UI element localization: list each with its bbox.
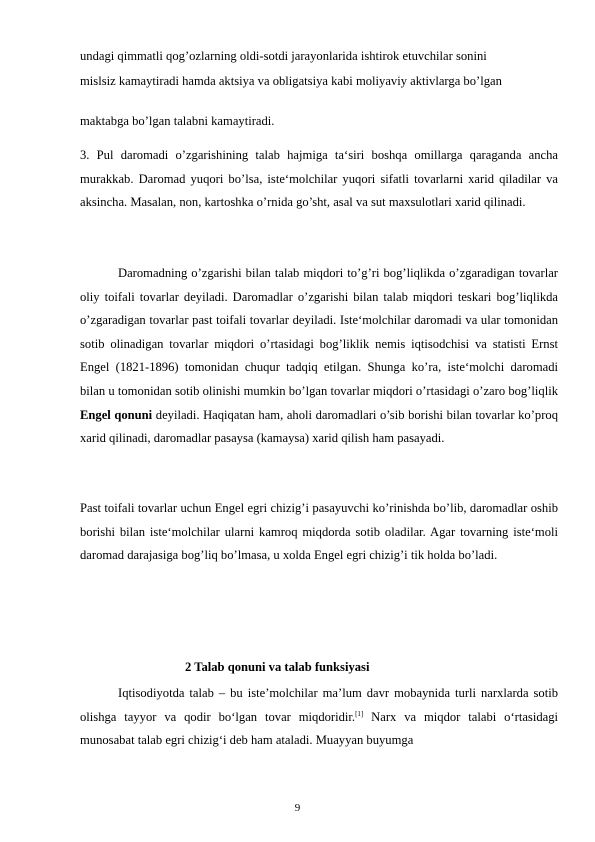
- section-heading: 2 Talab qonuni va talab funksiyasi: [185, 660, 370, 674]
- engel-text-before: Daromadning o’zgarishi bilan talab miqdori to’g’ri bog’liqlikda o’zgaradigan tovarlar oliy toifali tovarlar deyiladi. Daromadlar o’zgarishi bilan talab miqdori teskari bog’liqlikda o’zgaradigan tovarlar past toifali tovarlar deyiladi. Iste‘molchilar daromadi va ular tomonidan sotib olinadigan tovarlar miqdori o’rtasidagi bog’liklik nemis iqtisodchisi va statisti Ernst Engel (1821-1896) tomonidan chuqur tadqiq etilgan. Shunga ko’ra, iste‘molchi daromadi bilan u tomonidan sotib olinishi mumkin bo’lgan tovarlar miqdori o’rtasidagi o’zaro bog’liqlik: [80, 266, 558, 398]
- page-number: 9: [294, 802, 301, 814]
- paragraph-income-effect: 3. Pul daromadi o’zgarishining talab hajmiga ta‘siri boshqa omillarga qaraganda ancha murakkab. Daromad yuqori bo’lsa, iste‘molchilar yuqori sifatli tovarlarni xarid qiladilar va aksincha. Masalan, non, kartoshka o’rnida go’sht, asal va sut maxsulotlari xarid qilinadi.: [80, 148, 558, 210]
- demand-text-after: Narx va miqdor talabi o‘rtasidagi munosabat talab egri chizig‘i deb ham ataladi. Muayyan buyumga: [80, 709, 558, 748]
- footnote-ref[interactable]: [1]: [355, 709, 364, 718]
- text-line-1: undagi qimmatli qog’ozlarning oldi-sotdi jarayonlarida ishtirok etuvchilar sonini: [80, 49, 487, 63]
- engel-law-term: Engel qonuni: [80, 407, 153, 422]
- demand-text-before: Iqtisodiyotda talab – bu iste’molchilar ma’lum davr mobaynida turli narxlarda sotib olishga tayyor va qodir bo‘lgan tovar miqdoridir.: [80, 686, 558, 724]
- paragraph-engel-law: [80, 262, 558, 451]
- paragraph-demand-definition: [80, 682, 558, 753]
- engel-text-after: deyiladi. Haqiqatan ham, aholi daromadlari o’sib borishi bilan tovarlar ko’proq xarid qilinadi, daromadlar pasaysa (kamaysa) xarid qilish ham pasayadi.: [80, 407, 558, 446]
- paragraph-inferior-goods: Past toifali tovarlar uchun Engel egri chizig’i pasayuvchi ko’rinishda bo’lib, daromadlar oshib borishi bilan iste‘molchilar ularni kamroq miqdorda sotib oladilar. Agar tovarning iste‘moli daromad darajasiga bog’liq bo’lmasa, u xolda Engel egri chizig’i tik holda bo’ladi.: [80, 501, 558, 563]
- text-line-3: maktabga bo’lgan talabni kamaytiradi.: [80, 114, 275, 128]
- text-line-2: mislsiz kamaytiradi hamda aktsiya va obligatsiya kabi moliyaviy aktivlarga bo’lgan: [80, 74, 502, 88]
